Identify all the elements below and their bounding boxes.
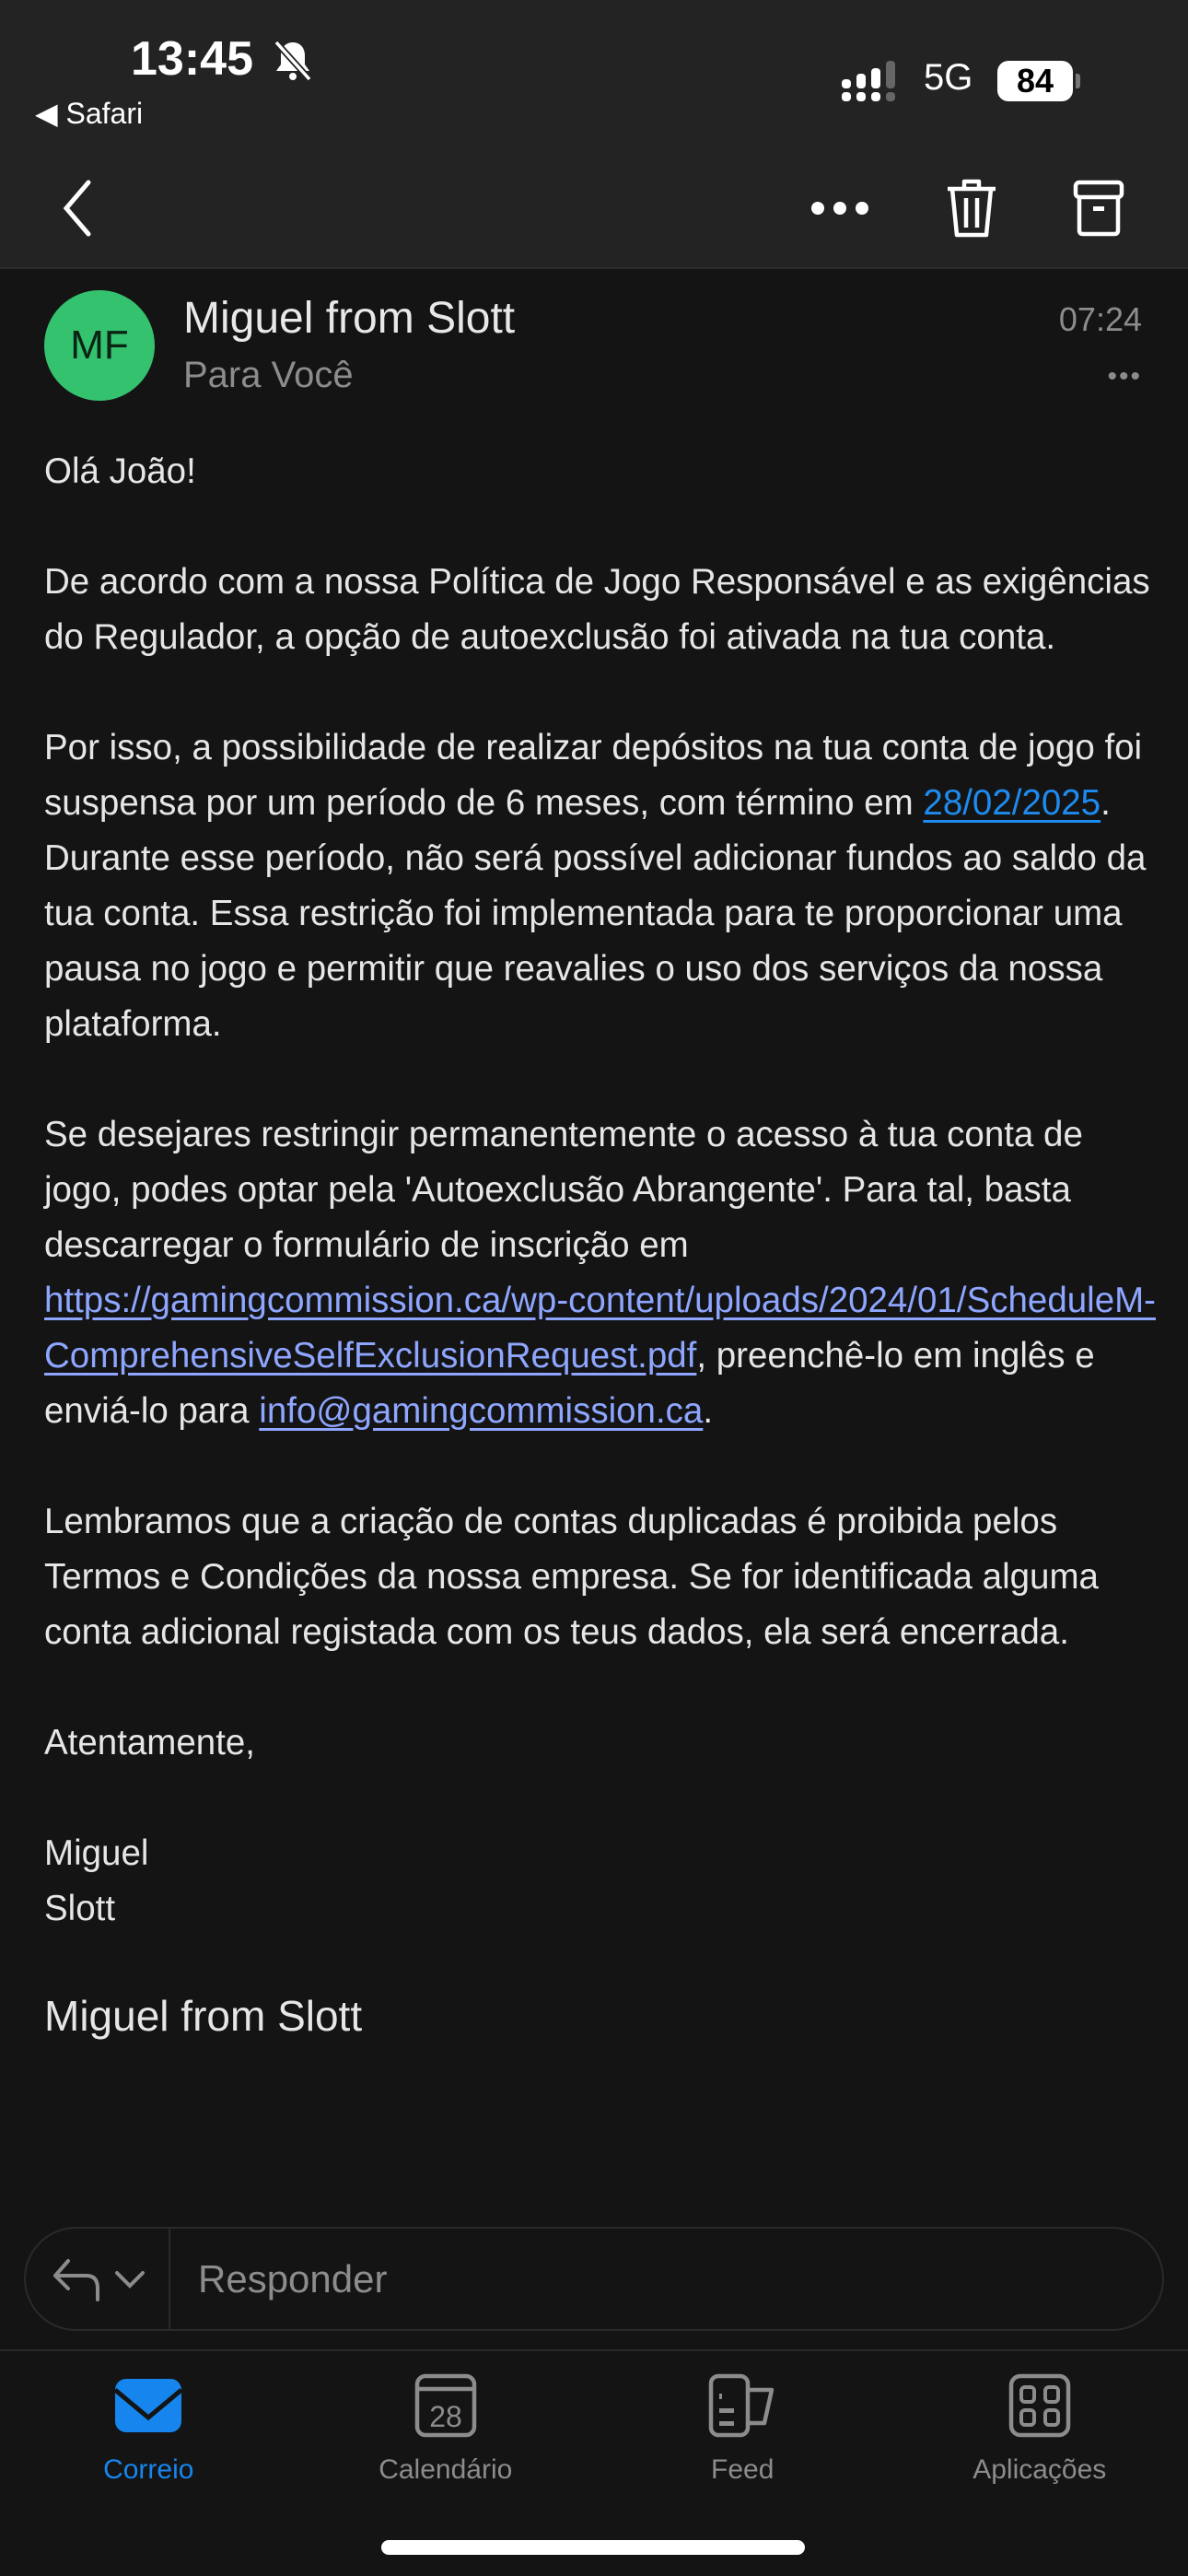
signal-icon: [842, 61, 906, 103]
signature: Miguel from Slott: [44, 1992, 363, 2040]
paragraph-4: Lembramos que a criação de contas duplicadas é proibida pelos Termos e Condições da nossa empresa. Se for identificada alguma conta adicional registada com os teus dados, ela será encerrada.: [44, 1502, 1099, 1652]
message-more-button[interactable]: •••: [1107, 361, 1142, 392]
network-type: 5G: [924, 57, 973, 98]
apps-icon: [1007, 2373, 1072, 2438]
form-url-link[interactable]: https://gamingcommission.ca/wp-content/uploads/2024/01/ScheduleM-ComprehensiveSelfExclusionRequest.pdf: [44, 1281, 1156, 1376]
greeting: Olá João!: [44, 451, 196, 491]
delete-button[interactable]: [938, 175, 1005, 241]
text: . Durante esse período, não será possível adicionar fundos ao saldo da tua conta. Essa restrição foi implementada para te proporcionar uma pausa no jogo e permitir que reavalies o uso dos serviços da nossa plataforma.: [44, 783, 1147, 1044]
paragraph-1: De acordo com a nossa Política de Jogo Responsável e as exigências do Regulador, a opção de autoexclusão foi ativada na tua conta.: [44, 562, 1150, 657]
date-link[interactable]: 28/02/2025: [923, 783, 1101, 823]
chevron-left-icon: [59, 179, 96, 238]
sign-off: [44, 1826, 1163, 1937]
back-to-safari[interactable]: ◀ Safari: [35, 97, 144, 130]
reply-arrow-icon: [50, 2257, 103, 2301]
tab-mail[interactable]: [0, 2351, 297, 2576]
paragraph-3: [44, 1107, 1163, 1439]
text: Por isso, a possibilidade de realizar depósitos na tua conta de jogo foi suspensa por um período de 6 meses, com término em: [44, 728, 1143, 823]
recipient[interactable]: Para Você: [183, 355, 354, 395]
tab-label: Feed: [711, 2454, 775, 2485]
paragraph-2: [44, 720, 1163, 1052]
back-button[interactable]: [44, 175, 111, 241]
text: Se desejares restringir permanentemente o acesso à tua conta de jogo, podes optar pela 'Autoexclusão Abrangente'. Para tal, basta descarregar o formulário de inscrição em: [44, 1115, 1083, 1265]
sender-name[interactable]: Miguel from Slott: [183, 294, 516, 343]
text: , preenchê-lo em inglês e enviá-lo para: [44, 1336, 1095, 1431]
email-body: [44, 444, 1163, 2043]
closing: Atentamente,: [44, 1723, 256, 1762]
more-options-button[interactable]: [807, 175, 873, 241]
archive-button[interactable]: [1066, 175, 1132, 241]
tab-label: Calendário: [379, 2454, 513, 2485]
sig-first: Miguel: [44, 1833, 149, 1873]
trash-icon: [944, 178, 999, 239]
tab-label: Aplicações: [973, 2454, 1107, 2485]
ellipsis-icon: [810, 201, 869, 216]
feed-icon: [707, 2373, 777, 2438]
battery-indicator: 84: [997, 61, 1073, 101]
email-link[interactable]: info@gamingcommission.ca: [259, 1391, 704, 1431]
email-time: 07:24: [1058, 300, 1142, 338]
calendar-day: 28: [428, 2400, 462, 2433]
calendar-icon: [413, 2373, 478, 2438]
home-indicator[interactable]: [381, 2540, 805, 2555]
back-app-label: Safari: [65, 97, 144, 130]
tab-apps[interactable]: [891, 2351, 1188, 2576]
sig-last: Slott: [44, 1889, 116, 1928]
silent-bell-icon: [273, 39, 313, 83]
reply-options-button[interactable]: [26, 2229, 170, 2329]
mail-icon: [113, 2373, 183, 2438]
tab-label: Correio: [103, 2454, 194, 2485]
archive-icon: [1073, 179, 1124, 238]
text: .: [703, 1391, 714, 1431]
status-time: 13:45: [131, 32, 253, 86]
reply-input[interactable]: Responder: [198, 2256, 388, 2301]
chevron-down-icon: [114, 2269, 146, 2289]
reply-bar: [24, 2227, 1164, 2331]
sender-avatar: MF: [44, 290, 155, 401]
top-bar: [0, 0, 1188, 269]
